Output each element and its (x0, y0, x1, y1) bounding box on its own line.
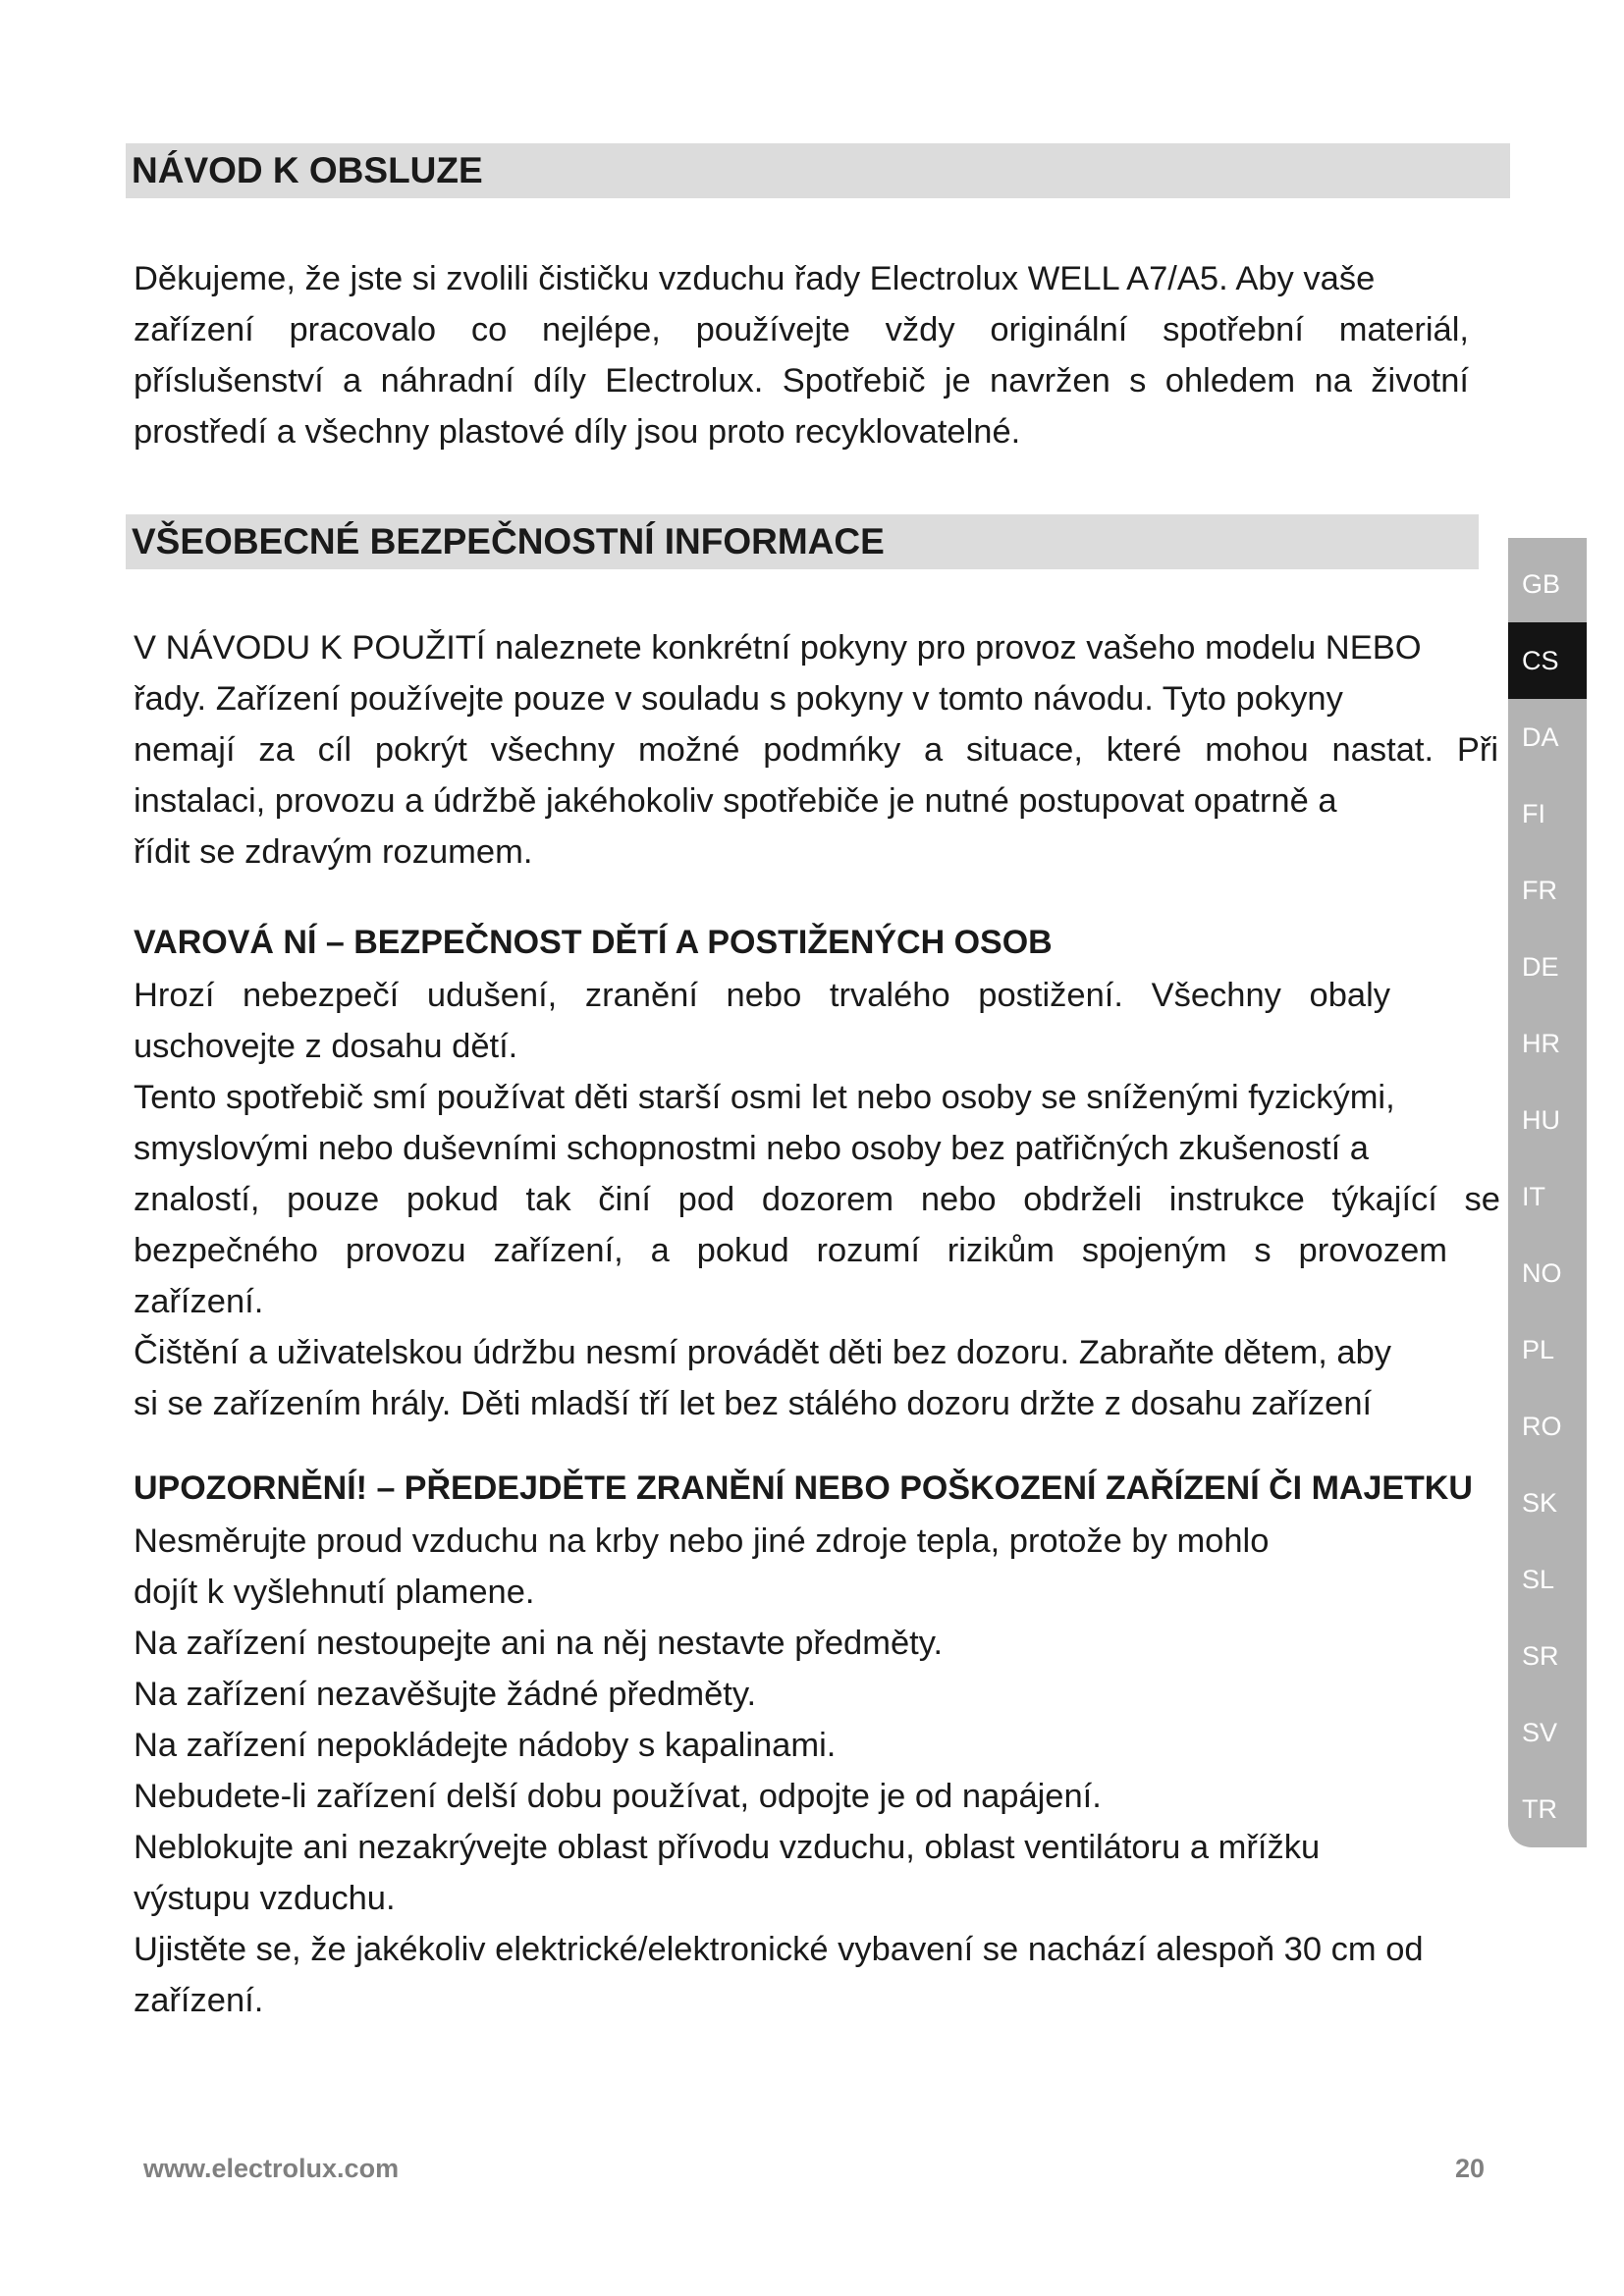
text-line: smyslovými nebo duševními schopnostmi nebo osoby bez patřičných zkušeností a (134, 1130, 1369, 1167)
text-line: zařízení. (134, 1982, 264, 2019)
language-tab-hu[interactable]: HU (1522, 1105, 1560, 1135)
language-tab-fi[interactable]: FI (1522, 799, 1545, 828)
text-line: V NÁVODU K POUŽITÍ naleznete konkrétní pokyny pro provoz vašeho modelu NEBO (134, 629, 1422, 667)
caution-paragraph (134, 1516, 1528, 2026)
text-line: Čištění a uživatelskou údržbu nesmí provádět děti bez dozoru. Zabraňte dětem, aby (134, 1334, 1392, 1371)
text-line: Tento spotřebič smí používat děti starší osmi let nebo osoby se sníženými fyzickými, (134, 1079, 1395, 1116)
text-line: Hrozí nebezpečí udušení, zranění nebo trvalého postižení. Všechny obaly (134, 977, 1390, 1014)
language-tab-ro[interactable]: RO (1522, 1412, 1562, 1441)
text-line: řady. Zařízení používejte pouze v souladu s pokyny v tomto návodu. Tyto pokyny (134, 680, 1343, 718)
text-line: výstupu vzduchu. (134, 1880, 396, 1917)
section-heading-text: NÁVOD K OBSLUZE (132, 150, 483, 190)
language-tab-da[interactable]: DA (1522, 722, 1559, 752)
text-line: Na zařízení nezavěšujte žádné předměty. (134, 1676, 757, 1713)
text-line: Nesměrujte proud vzduchu na krby nebo jiné zdroje tepla, protože by mohlo (134, 1522, 1270, 1560)
footer-website: www.electrolux.com (143, 2154, 400, 2183)
text-line: řídit se zdravým rozumem. (134, 833, 533, 871)
text-line: nemají za cíl pokrýt všechny možné podmńky a situace, které mohou nastat. Při (134, 731, 1498, 769)
text-line: dojít k vyšlehnutí plamene. (134, 1574, 535, 1611)
language-tab-hr[interactable]: HR (1522, 1029, 1560, 1058)
text-line: Na zařízení nestoupejte ani na něj nestavte předměty. (134, 1625, 944, 1662)
page-number: 20 (1455, 2154, 1486, 2183)
text-line: si se zařízením hrály. Děti mladší tří let bez stálého dozoru držte z dosahu zařízení (134, 1385, 1373, 1422)
language-tab-cs[interactable]: CS (1508, 622, 1587, 699)
text-line: uschovejte z dosahu dětí. (134, 1028, 518, 1065)
section-heading-text: VŠEOBECNÉ BEZPEČNOSTNÍ INFORMACE (132, 521, 885, 561)
text-line: Na zařízení nepokládejte nádoby s kapalinami. (134, 1727, 837, 1764)
text-line: bezpečného provozu zařízení, a pokud rozumí rizikům spojeným s provozem (134, 1232, 1447, 1269)
language-tab-de[interactable]: DE (1522, 952, 1559, 982)
language-tab-pl[interactable]: PL (1522, 1335, 1555, 1364)
caution-heading: UPOZORNĚNÍ! – PŘEDEJDĚTE ZRANĚNÍ NEBO POŠKOZENÍ ZAŘÍZENÍ ČI MAJETKU (134, 1469, 1473, 1507)
language-tab-sr[interactable]: SR (1522, 1641, 1559, 1671)
section-heading-navod (126, 143, 1510, 198)
language-tab-sv[interactable]: SV (1522, 1718, 1558, 1747)
text-line: Nebudete-li zařízení delší dobu používat, odpojte je od napájení. (134, 1778, 1102, 1815)
language-tab-sl[interactable]: SL (1522, 1565, 1555, 1594)
language-tab-no[interactable]: NO (1522, 1258, 1562, 1288)
safety-paragraph (134, 622, 1498, 878)
intro-paragraph (134, 253, 1469, 457)
warning-heading: VAROVÁ NÍ – BEZPEČNOST DĚTÍ A POSTIŽENÝCH OSOB (134, 924, 1053, 961)
text-line: Děkujeme, že jste si zvolili čističku vzduchu řady Electrolux WELL A7/A5. Aby vaše (134, 260, 1376, 297)
text-line: Ujistěte se, že jakékoliv elektrické/elektronické vybavení se nachází alespoň 30 cm od (134, 1931, 1424, 1968)
language-tab-it[interactable]: IT (1522, 1182, 1545, 1211)
language-tab-tr[interactable]: TR (1522, 1794, 1557, 1824)
warning-paragraph (134, 970, 1500, 1429)
language-tab-fr[interactable]: FR (1522, 876, 1557, 905)
text-line: zařízení. (134, 1283, 264, 1320)
language-tab-gb[interactable]: GB (1522, 569, 1561, 599)
text-line: Neblokujte ani nezakrývejte oblast přívodu vzduchu, oblast ventilátoru a mřížku (134, 1829, 1321, 1866)
text-line: znalostí, pouze pokud tak činí pod dozorem nebo obdrželi instrukce týkající se (134, 1181, 1500, 1218)
text-line: prostředí a všechny plastové díly jsou proto recyklovatelné. (134, 413, 1021, 451)
text-line: zařízení pracovalo co nejlépe, používejte vždy originální spotřební materiál, (134, 311, 1469, 348)
text-line: příslušenství a náhradní díly Electrolux. Spotřebič je navržen s ohledem na životní (134, 362, 1469, 400)
language-tab-sk[interactable]: SK (1522, 1488, 1558, 1518)
text-line: instalaci, provozu a údržbě jakéhokoliv spotřebiče je nutné postupovat opatrně a (134, 782, 1337, 820)
section-heading-safety (126, 514, 1479, 569)
